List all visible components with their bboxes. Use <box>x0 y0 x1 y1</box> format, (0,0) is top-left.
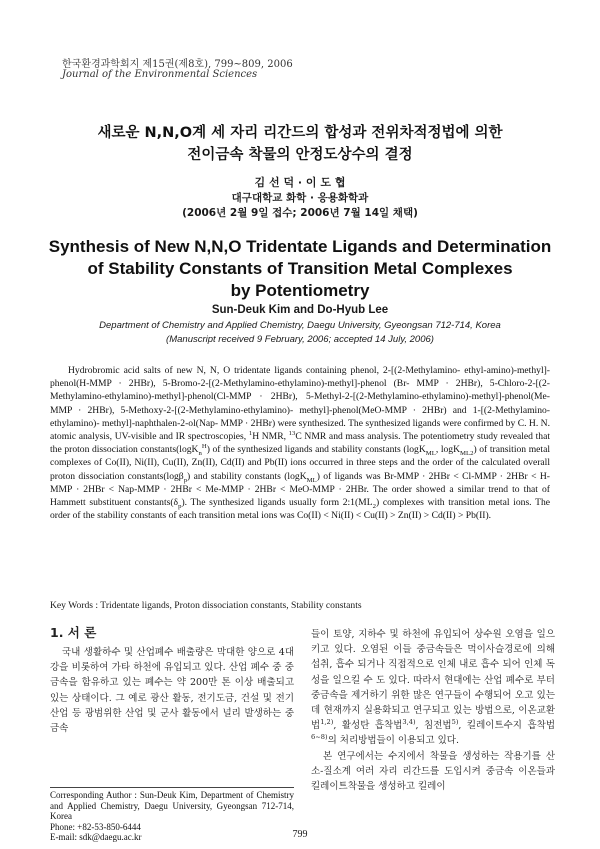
english-title-line2: of Stability Constants of Transition Metal Complexes <box>87 259 513 278</box>
page-number: 799 <box>292 829 308 840</box>
english-dates: (Manuscript received 9 February, 2006; accepted 14 July, 2006) <box>166 334 434 345</box>
footnote-phone: Phone: +82-53-850-6444 <box>50 821 141 832</box>
english-title-line3: by Potentiometry <box>230 281 370 300</box>
intro-paragraph-right-1: 들이 토양, 지하수 및 하천에 유입되어 상수원 오염을 일으키고 있다. 오염된 이들 중금속들은 먹이사슬경로에 의해 섭취, 흡수 되거나 직접적으로 인체 내로 흡수 되어 인체 독성을 일으킬 수 도 있다. 따라서 현대에는 산업 폐수로 부터 중금속을 제거하기 위한 많은 연구들이 수행되어 오고 있는데 현재까지 실용화되고 연구되고 있는 방법으로, 이온교환법$^{1,2)}$, 활성탄 흡착법$^{3,4)}$, 침전법$^{5)}$, 킬레이트수지 흡착법$^{6\sim 8)}$의 처리방법들이 이용되고 있다. <box>311 629 555 747</box>
keywords: Key Words : Tridentate ligands, Proton dissociation constants, Stability constants <box>50 600 362 611</box>
korean-affiliation: 대구대학교 화학 · 응용화학과 <box>231 192 369 204</box>
footnote-author: Corresponding Author : Sun-Deuk Kim, Department of Chemistry and Applied Chemistry, Daegu University, Gyeongsan 712-714, Korea <box>50 790 294 821</box>
journal-citation: 한국환경과학회지 제15권(제8호), 799~809, 2006 <box>62 59 293 70</box>
intro-paragraph-left: 국내 생활하수 및 산업폐수 배출량은 막대한 양으로 4대강을 비롯하여 가타 하천에 유입되고 있다. 산업 폐수 중 중금속을 함유하고 있는 폐수는 약 200만 톤 이상 배출되고 있는 상태이다. 그 예로 광산 활동, 전기도금, 건설 및 전기산업 등 광범위한 산업 및 군사 활동에서 널리 발생하는 중금속 <box>50 647 294 735</box>
intro-paragraph-right-2: 본 연구에서는 수지에서 착물을 생성하는 작용기를 산소-질소계 여러 자리 리간드를 도입시켜 중금속 이온들과 킬레이트착물을 생성하고 킬레이 <box>311 750 555 793</box>
english-authors: Sun-Deuk Kim and Do-Hyub Lee <box>211 304 389 316</box>
abstract: Hydrobromic acid salts of new N, N, O tridentate ligands containing phenol, 2-[(2-Methylamino- ethyl-amino)-methyl]-phenol(H-MMP · 2HBr), 5-Bromo-2-[(2-Methylamino-ethylamino)-methyl]-phenol (Br- MMP · 2HBr), 5-Chloro-2-[(2-Methylamino-ethylamino)-methyl]-phenol(Cl-MMP · 2HBr), 5-Methyl-2-[(2-Methylamino-ethylamino)-methyl]-phenol(Me-MMP · 2HBr), 5-Methoxy-2-[(2-Methylamino-ethylamino)- methyl]-phenol(MeO-MMP · 2HBr) and 1-[(2-Methylamino-ethylamino)- methyl]-naphthalen-2-ol(Nap- MMP · 2HBr) were synthesized. The synthesized ligands were confirmed by C. H. N. atomic analysis, UV-visible and IR spectroscopies, $^1$H NMR, $^{13}$C NMR and mass analysis. The potentiometry study revealed that the proton dissociation constants(logK$_n^H$) of the synthesized ligands and stability constants (logK$_{ML}$, logK$_{ML2}$) of transition metal complexes of Co(II), Ni(II), Cu(II), Zn(II), Cd(II) and Pb(II) ions occurred in three steps and the order of the calculated overall proton dissociation constants(logβ$_p$) and stability constants (logK$_{ML}$) of ligands was Br-MMP · 2HBr < Cl-MMP · 2HBr < H-MMP · 2HBr < Nap-MMP · 2HBr < Me-MMP · 2HBr < MeO-MMP · 2HBr. The order showed a similar trend to that of Hammett substituent $constants(\delta_p)$. The synthesized ligands usually form $2:1(ML_2)$ complexes with transition metal ions. The order of the stability constants of each transition metal ions was Co(II) < Ni(II) < Cu(II) > Zn(II) > Cd(II) > Pb(II). <box>50 365 551 522</box>
korean-dates: (2006년 2월 9일 접수; 2006년 7월 14일 채택) <box>182 207 418 219</box>
korean-title-line2: 전이금속 착물의 안정도상수의 결정 <box>187 147 413 163</box>
journal-name: Journal of the Environmental Sciences <box>62 69 258 80</box>
section-heading-introduction: 1. 서 론 <box>50 625 97 640</box>
english-title-line1: Synthesis of New N,N,O Tridentate Ligands and Determination <box>48 237 552 256</box>
body-right-column <box>311 627 555 794</box>
korean-authors: 김 선 덕 · 이 도 협 <box>254 176 346 189</box>
footnote-divider <box>50 787 294 788</box>
footnote-email: E-mail: sdk@daegu.ac.kr <box>50 832 142 842</box>
korean-title-line1: 새로운 N,N,O계 세 자리 리간드의 합성과 전위차적정법에 의한 <box>97 125 503 141</box>
body-left-column <box>50 624 294 736</box>
english-affiliation: Department of Chemistry and Applied Chemistry, Daegu University, Gyeongsan 712-714, Korea <box>99 320 501 331</box>
